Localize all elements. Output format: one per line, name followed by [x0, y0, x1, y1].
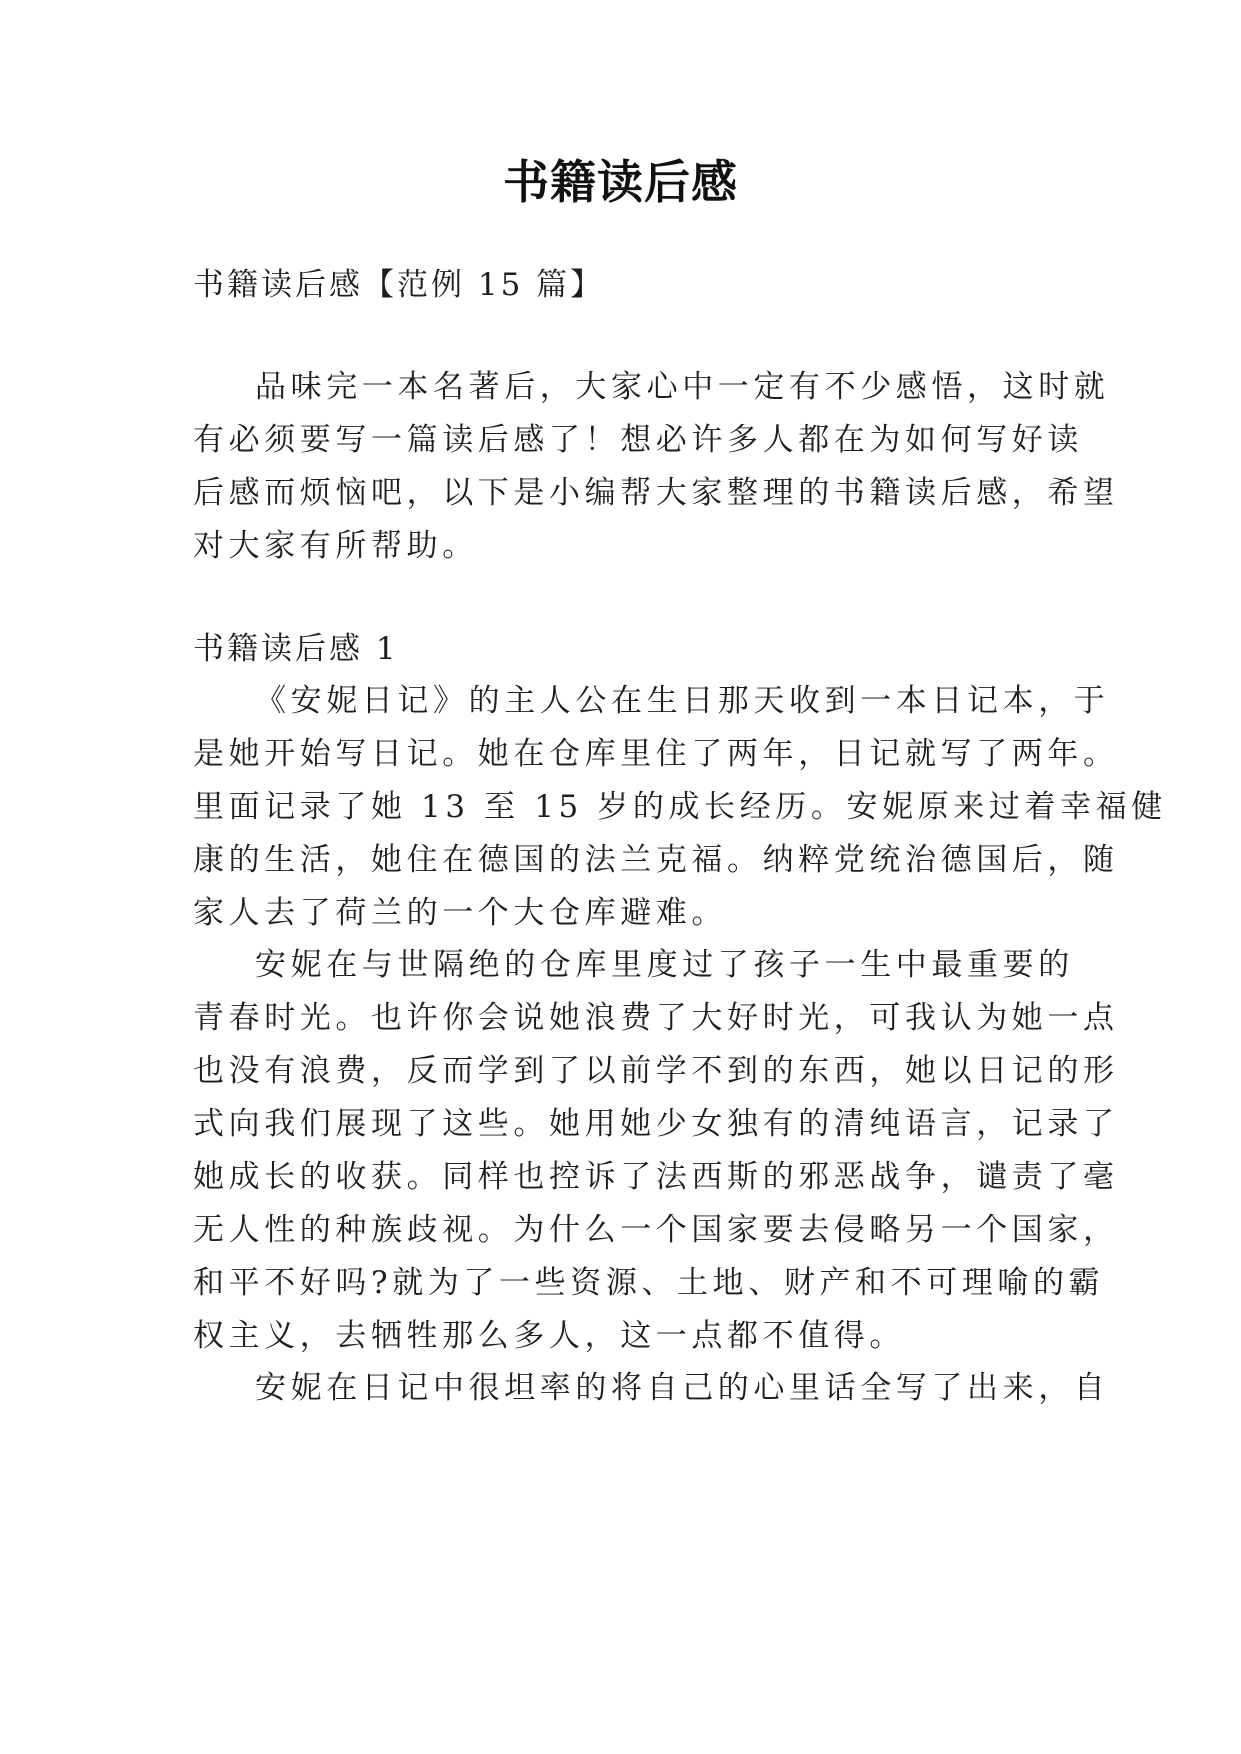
body-line: 她成长的收获。同样也控诉了法西斯的邪恶战争，谴责了毫	[193, 1159, 1119, 1195]
body-line: 里面记录了她 13 至 15 岁的成长经历。安妮原来过着幸福健	[193, 789, 1167, 825]
body-line: 青春时光。也许你会说她浪费了大好时光，可我认为她一点	[193, 1000, 1119, 1036]
body-line: 也没有浪费，反而学到了以前学不到的东西，她以日记的形	[193, 1053, 1119, 1089]
intro-line: 有必须要写一篇读后感了！想必许多人都在为如何写好读	[193, 422, 1083, 458]
body-line: 无人性的种族歧视。为什么一个国家要去侵略另一个国家，	[193, 1212, 1119, 1248]
body-line: 安妮在日记中很坦率的将自己的心里话全写了出来，自	[255, 1370, 1110, 1406]
body-line: 式向我们展现了这些。她用她少女独有的清纯语言，记录了	[193, 1106, 1119, 1142]
body-line: 权主义，去牺牲那么多人，这一点都不值得。	[193, 1318, 905, 1354]
body-line: 《安妮日记》的主人公在生日那天收到一本日记本，于	[255, 683, 1110, 719]
document-title: 书籍读后感	[503, 155, 738, 209]
body-line: 康的生活，她住在德国的法兰克福。纳粹党统治德国后，随	[193, 842, 1119, 878]
body-line: 安妮在与世隔绝的仓库里度过了孩子一生中最重要的	[255, 947, 1074, 983]
body-line: 是她开始写日记。她在仓库里住了两年，日记就写了两年。	[193, 736, 1119, 772]
intro-line: 对大家有所帮助。	[193, 528, 478, 564]
document-subtitle: 书籍读后感【范例 15 篇】	[193, 267, 605, 303]
intro-line: 后感而烦恼吧，以下是小编帮大家整理的书籍读后感，希望	[193, 475, 1119, 511]
body-line: 和平不好吗?就为了一些资源、土地、财产和不可理喻的霸	[193, 1265, 1105, 1301]
section-heading: 书籍读后感 1	[193, 631, 399, 667]
body-line: 家人去了荷兰的一个大仓库避难。	[193, 895, 727, 931]
intro-line: 品味完一本名著后，大家心中一定有不少感悟，这时就	[255, 369, 1110, 405]
